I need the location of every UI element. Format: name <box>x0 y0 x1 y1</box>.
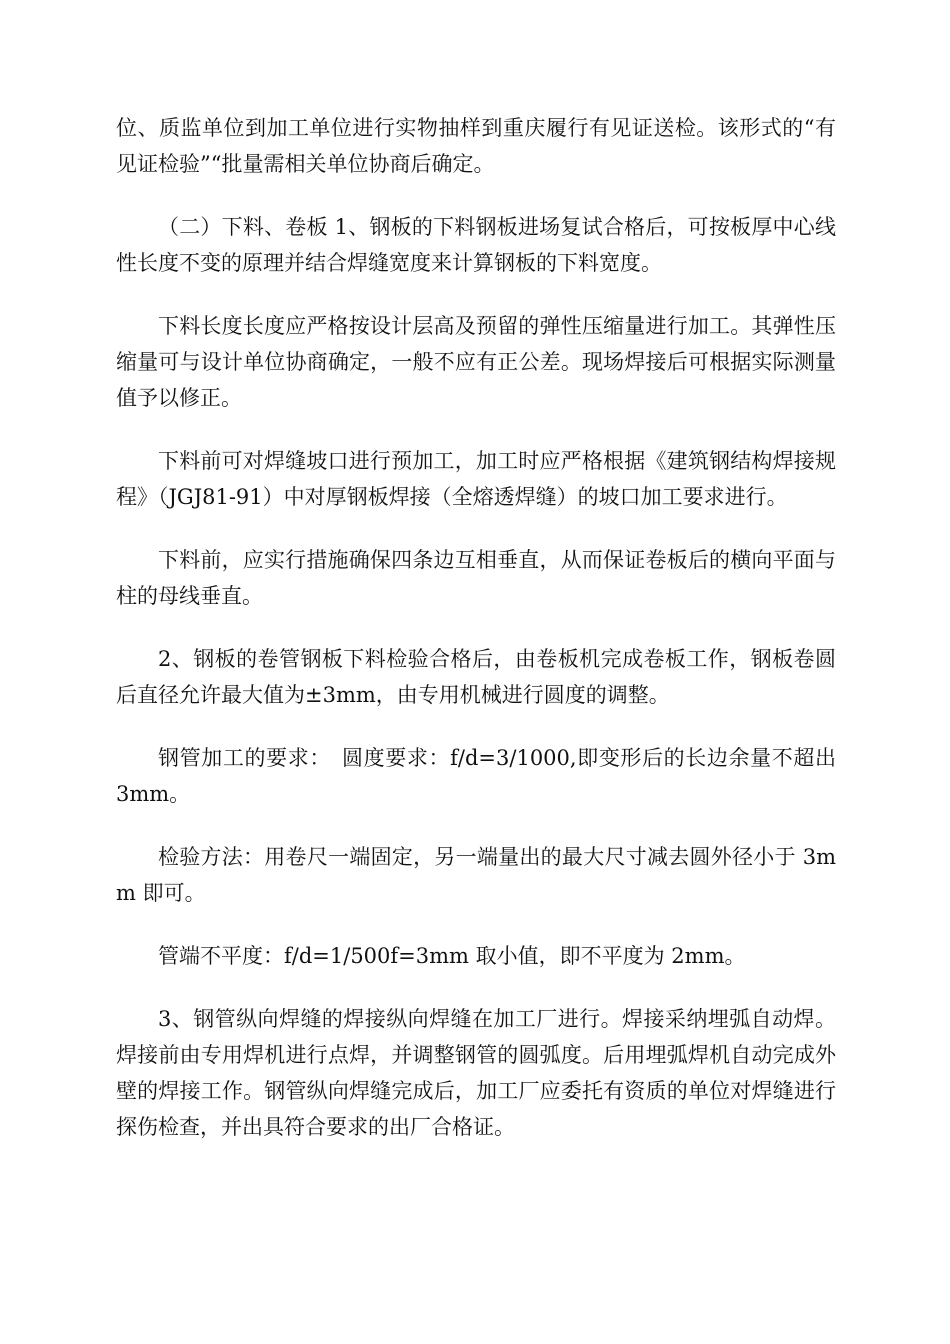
paragraph-1: 位、质监单位到加工单位进行实物抽样到重庆履行有见证送检。该形式的“有见证检验”“批量需相关单位协商后确定。 <box>116 116 836 176</box>
paragraph-10: 3、钢管纵向焊缝的焊接纵向焊缝在加工厂进行。焊接采纳埋弧自动焊。焊接前由专用焊机进行点焊，并调整钢管的圆弧度。后用埋弧焊机自动完成外壁的焊接工作。钢管纵向焊缝完成后，加工厂应委托有资质的单位对焊缝进行探伤检查，并出具符合要求的出厂合格证。 <box>116 1007 836 1139</box>
document-page <box>116 110 836 1172</box>
paragraph-3: 下料长度长度应严格按设计层高及预留的弹性压缩量进行加工。其弹性压缩量可与设计单位协商确定，一般不应有正公差。现场焊接后可根据实际测量值予以修正。 <box>116 314 836 410</box>
paragraph-9: 管端不平度：f/d=1/500f=3mm 取小值，即不平度为 2mm。 <box>158 944 746 968</box>
paragraph-7: 钢管加工的要求： 圆度要求：f/d=3/1000,即变形后的长边余量不超出 3mm。 <box>116 746 836 806</box>
paragraph-6: 2、钢板的卷管钢板下料检验合格后，由卷板机完成卷板工作，钢板卷圆后直径允许最大值为±3mm，由专用机械进行圆度的调整。 <box>116 647 836 707</box>
paragraph-4: 下料前可对焊缝坡口进行预加工，加工时应严格根据《建筑钢结构焊接规程》（JGJ81-91）中对厚钢板焊接（全熔透焊缝）的坡口加工要求进行。 <box>116 449 836 509</box>
paragraph-8: 检验方法：用卷尺一端固定，另一端量出的最大尺寸减去圆外径小于 3mm 即可。 <box>116 845 836 905</box>
paragraph-5: 下料前，应实行措施确保四条边互相垂直，从而保证卷板后的横向平面与柱的母线垂直。 <box>116 548 836 608</box>
paragraph-2: （二）下料、卷板 1、钢板的下料钢板进场复试合格后，可按板厚中心线性长度不变的原理并结合焊缝宽度来计算钢板的下料宽度。 <box>116 215 836 275</box>
